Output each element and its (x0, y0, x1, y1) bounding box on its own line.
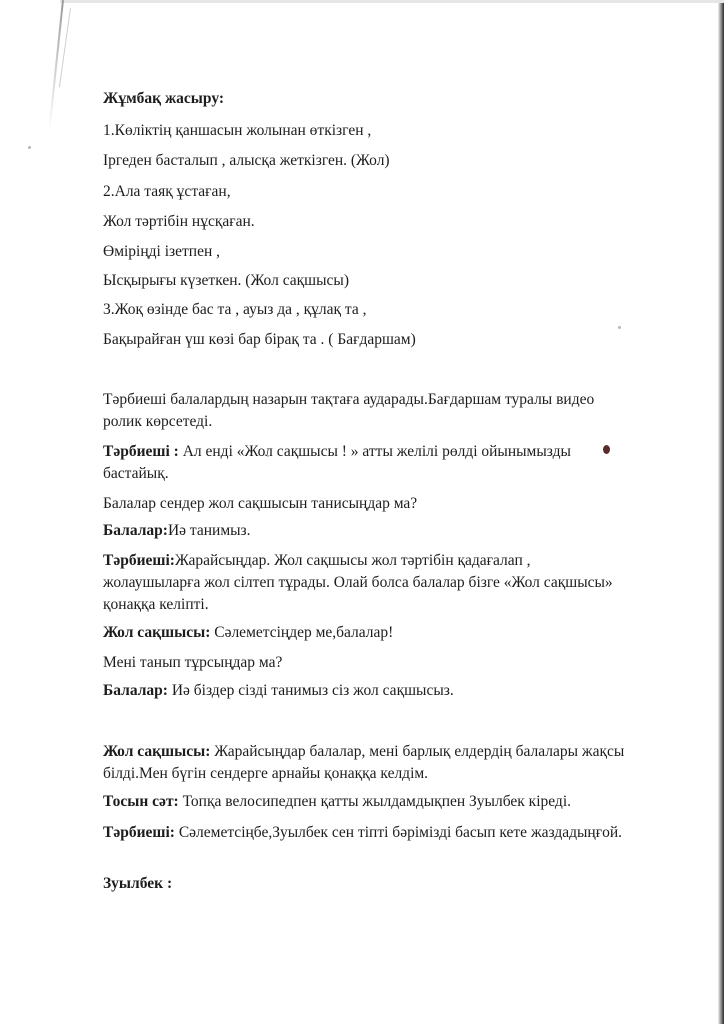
dialogue-paragraph (103, 741, 628, 785)
riddle-line: Жол тәртібін нұсқаған. (103, 213, 255, 230)
dialogue-paragraph: Балалар сендер жол сақшысын танисыңдар ма? (103, 495, 418, 512)
speaker-label: Балалар: (103, 522, 168, 539)
riddle-line: 3.Жоқ өзінде бас та , ауыз да , құлақ та , (103, 301, 367, 318)
speech-text: Сәлеметсіңбе,Зуылбек сен тіпті бәрімізді басып кете жаздадыңғой. (174, 824, 623, 841)
dialogue-paragraph (103, 520, 628, 542)
riddle-line: Іргеден басталып , алысқа жеткізген. (Жол) (103, 152, 390, 169)
riddle-line: 1.Көліктің қаншасын жолынан өткізген , (103, 122, 372, 139)
speech-text: Жарайсыңдар балалар, мені барлық елдердің балалары жақсы білді.Мен бүгін сендерге арнайы қонаққа келдім. (103, 743, 625, 782)
speech-text: Сәлеметсіңдер ме,балалар! (210, 624, 394, 641)
speaker-label: Тәрбиеші: (103, 552, 175, 569)
dialogue-paragraph (103, 822, 628, 844)
scan-speck (28, 146, 31, 149)
speech-text: Топқа велосипедпен қатты жылдамдықпен Зуылбек кіреді. (178, 793, 571, 810)
riddle-line: 2.Ала таяқ ұстаған, (103, 183, 231, 200)
riddle-line: Өміріңді ізетпен , (103, 243, 221, 260)
speaker-label: Тосын сәт: (103, 793, 179, 810)
speech-text: Жарайсыңдар. Жол сақшысы жол тәртібін қадағалап , жолаушыларға жол сілтеп тұрады. Олай болса балалар бізге «Жол сақшысы» қонаққа келіпті. (103, 552, 613, 613)
riddle-line: Бақырайған үш көзі бар бірақ та . ( Бағдаршам) (103, 331, 416, 348)
intro-paragraph: Тәрбиеші балалардың назарын тақтаға аударады.Бағдаршам туралы видео ролик көрсетеді. (103, 391, 595, 430)
dialogue-paragraph (103, 622, 628, 644)
speaker-label: Тәрбиеші: (103, 824, 175, 841)
speaker-label: Балалар: (103, 682, 168, 699)
speaker-label: Тәрбиеші : (103, 443, 179, 460)
dialogue-paragraph (103, 441, 628, 485)
dialogue-paragraph (103, 550, 628, 616)
speech-text: Иә танимыз. (167, 522, 251, 539)
riddles-heading: Жұмбақ жасыру: (103, 90, 225, 107)
speech-text: Иә біздер сізді танимыз сіз жол сақшысыз. (167, 682, 454, 699)
scan-edge-top (60, 0, 724, 3)
dialogue-paragraph (103, 791, 628, 813)
speaker-label: Жол сақшысы: (103, 624, 211, 641)
riddle-line: Ысқырығы күзеткен. (Жол сақшысы) (103, 272, 349, 289)
speech-text: Ал енді «Жол сақшысы ! » атты желілі рөлді ойынымызды бастайық. (103, 443, 571, 482)
scan-edge-shadow (718, 0, 724, 1024)
speaker-label: Зуылбек : (103, 875, 173, 892)
dialogue-paragraph (103, 680, 628, 702)
speaker-label: Жол сақшысы: (103, 743, 211, 760)
dialogue-paragraph: Мені танып тұрсыңдар ма? (103, 654, 283, 671)
